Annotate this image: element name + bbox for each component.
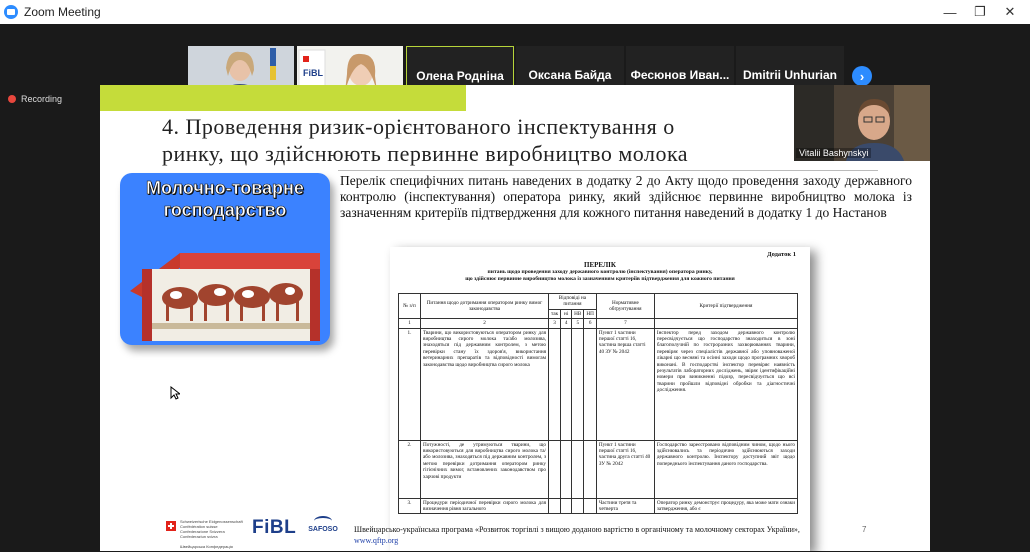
doc-heading: ПЕРЕЛІК (584, 261, 616, 269)
participant-big-name: Dmitrii Unhurian (742, 68, 837, 82)
meeting-area (0, 24, 1030, 552)
row-criteria: Оператор ринку демонструє процедуру, яка може мати ознаки затвердження, або є (654, 498, 797, 514)
table-row (399, 328, 798, 440)
table-row (399, 498, 798, 514)
col-number: 4 (561, 319, 572, 328)
header-answers: Відповіді на питання (549, 294, 597, 310)
row-question: Процедури періодичної перевірки сирого молока для визначення рівня загального (421, 498, 549, 514)
svg-text:FiBL: FiBL (303, 68, 323, 78)
slide-accent-bar (100, 85, 466, 111)
row-num: 3. (399, 498, 421, 514)
row-num: 1. (399, 328, 421, 440)
col-number: 1 (399, 319, 421, 328)
row-norm: Пункт 1 частини першої статті 16, частина перша статті 40 ЗУ № 2042 (596, 328, 654, 440)
table-row (399, 440, 798, 498)
col-number (654, 319, 797, 328)
col-number: 6 (584, 319, 597, 328)
header-num: № з/п (399, 294, 421, 319)
title-bar (0, 0, 1030, 24)
title-divider (338, 170, 878, 171)
speaker-name-label: Vitalii Bashynskyi (796, 148, 871, 158)
row-question: Тварини, що використовуються оператором ринку для виробництва сирого молока та/або молозива, знаходяться під державним контролем, з метою перевірки стану їх здоров'я, використання ветеринарних препаратів та відповідності вимогам законодавства щодо виробництва сирого молока (421, 328, 549, 440)
recording-indicator[interactable] (8, 94, 62, 104)
safoso-logo: SAFOSO (304, 516, 342, 533)
participant-big-name: Олена Родніна (416, 69, 504, 83)
minimize-button[interactable]: — (943, 4, 957, 20)
col-number: 3 (549, 319, 561, 328)
window-title: Zoom Meeting (24, 5, 101, 19)
swiss-confederation-logo: Schweizerische Eidgenossenschaft Confédération suisse Confederazione Svizzera Confederaziun svizra Швейцарська Конфедерація (166, 519, 243, 549)
recording-dot-icon (8, 95, 16, 103)
column-number-row (399, 319, 798, 328)
slide-title-line: ринку, що здійснюють первинне виробництво молока (162, 141, 689, 166)
fibl-logo: FiBL (252, 517, 297, 538)
dairy-farm-illustration (120, 173, 330, 345)
row-criteria: Інспектор перед заходом державного контролю пересвідчується що господарство знаходиться в зоні благополучній по гостроразних захворюваннях тварини, перевіряє через спеціалістів державної або уповноваженої лікарні що весняні та осінні заходи щодо програмних хвороб виконані. В господарстві інспектор перевіряє наявність результатів лабораторних досліджень, звіряє ідентифікаційні номери при виникненні підозр, пересвідчується що всі тварини пройшли відповідні обробки та діагностичні дослідження. (654, 328, 797, 440)
appendix-document (390, 247, 810, 551)
mouse-cursor-icon (170, 386, 180, 400)
program-name: Швейцарсько-українська програма «Розвиток торгівлі з вищою доданою вартістю в органічному та молочному секторах України», (354, 525, 800, 534)
participant-big-name: Оксана Байда (528, 68, 612, 82)
recording-label: Recording (21, 94, 63, 104)
header-ni: ні (561, 309, 572, 318)
row-num: 2. (399, 440, 421, 498)
slide-title-line: 4. Проведення ризик-орієнтованого інспектування о (162, 114, 675, 139)
participant-big-name: Фесюнов Иван... (630, 68, 730, 82)
restore-button[interactable]: ❐ (974, 4, 986, 19)
questions-table (398, 293, 798, 514)
slide-title (162, 113, 862, 167)
col-number: 2 (421, 319, 549, 328)
slide-intro-text: Перелік специфічних питань наведених в додатку 2 до Акту щодо проведення заходу державного контролю (інспектування) оператора ринку, який здійснює первинне виробництво молока із зазначенням критеріїв підтвердження для кожного питання наведений в додатку 1 до Настанов (340, 173, 912, 220)
zoom-logo-icon (4, 5, 18, 19)
chevron-right-icon: › (859, 68, 865, 84)
barn-with-cows-icon (120, 173, 330, 345)
row-norm: Пункт 1 частини першої статті 16, частина друга статті 40 ЗУ № 2042 (596, 440, 654, 498)
header-question: Питання щодо дотримання оператором ринку вимог законодавства (421, 294, 549, 319)
row-norm: Частини третя та четверта (596, 498, 654, 514)
header-nv: НВ (572, 309, 584, 318)
safoso-arc-icon (314, 516, 332, 526)
close-button[interactable]: ✕ (1004, 4, 1016, 19)
program-url: www.qftp.org (354, 536, 399, 545)
doc-appendix-label: Додаток 1 (767, 251, 796, 258)
doc-subtitle: питань щодо проведення заходу державного контролю (інспектування) оператора ринку, що здійснює первинне виробництво молока із зазначенням критеріїв підтвердження для кожного питання (465, 269, 735, 282)
col-number: 7 (596, 319, 654, 328)
speaker-video-tile[interactable] (794, 85, 930, 161)
slide-page-number: 7 (862, 525, 867, 534)
farm-label: Молочно-товарне господарство (146, 178, 304, 220)
header-tak: так (549, 309, 561, 318)
table-header-row (399, 294, 798, 310)
header-criteria: Критерії підтвердження (654, 294, 797, 319)
header-np: НП (584, 309, 597, 318)
header-norm: Нормативне обґрунтування (596, 294, 654, 319)
col-number: 5 (572, 319, 584, 328)
row-question: Потужності, де утримуються тварини, що використовуються для виробництва сирого молока та/або молозива, знаходяться під державним контролем, з метою перевірки дотримання оператором ринку гігієнічних вимог, встановлених законодавством про харчові продукти (421, 440, 549, 498)
swiss-flag-icon (166, 521, 176, 531)
slide-footer (100, 515, 930, 551)
row-criteria: Господарство зареєстровано відповідним чином, щодо нього здійснювались та періодично здійснюються заходи державного контролю. Інспектору доступний звіт щодо попереднього інспектування даного господарства. (654, 440, 797, 498)
next-participants-button[interactable] (852, 66, 872, 86)
